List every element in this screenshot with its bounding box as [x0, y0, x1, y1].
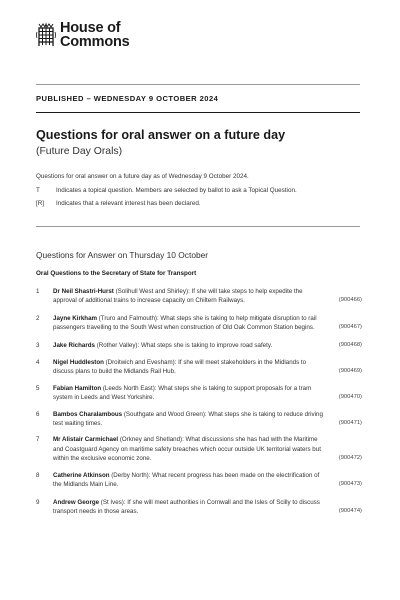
question-body: If she will meet stakeholders in the Midlands to discuss plans to build the Midlands Rail Hub. — [53, 359, 307, 376]
question-text — [53, 287, 323, 306]
question-item — [36, 287, 362, 306]
question-item — [36, 498, 362, 517]
question-reference: (900471) — [338, 420, 362, 427]
question-body: If she will take steps to help expedite the approval of additional trains to increase capacity on Chiltern Railways. — [53, 288, 303, 305]
question-body: What steps she is taking to help mitigate disruption to rail passengers travelling to the South West when construction of Old Oak Common Station begins. — [53, 314, 317, 332]
member-name: Andrew George — [53, 498, 100, 506]
logo-line-1: House of — [60, 20, 121, 36]
member-name: Jayne Kirkham — [53, 314, 98, 322]
logo-line-2: Commons — [60, 33, 130, 50]
question-number: 9 — [36, 498, 40, 506]
questions-list — [36, 287, 362, 516]
member-name: Mr Alistair Carmichael — [53, 436, 119, 444]
question-reference: (900473) — [338, 481, 362, 488]
question-number: 4 — [36, 359, 40, 367]
question-item — [36, 358, 362, 377]
question-reference: (900470) — [338, 394, 362, 401]
question-item — [36, 314, 362, 333]
question-text — [53, 384, 323, 403]
question-reference: (900472) — [338, 455, 362, 462]
question-body: What steps she is taking to improve road safety. — [140, 341, 273, 349]
question-text — [53, 498, 323, 517]
question-reference: (900466) — [338, 297, 362, 304]
question-text — [53, 435, 323, 463]
question-item — [36, 341, 362, 350]
question-text — [53, 341, 323, 350]
member-name: Fabian Hamilton — [53, 384, 102, 392]
question-body: What discussions she has had with the Maritime and Coastguard Agency on maritime safety breaches which occur outside UK territorial waters but within the exclusive economic zone. — [53, 436, 321, 463]
question-body: What recent progress has been made on the electrification of the Midlands Main Line. — [53, 471, 320, 489]
question-number: 3 — [36, 341, 40, 349]
question-item — [36, 471, 362, 490]
question-body: What steps she is taking to support proposals for a tram system in Leeds and West Yorkshire. — [53, 384, 312, 402]
member-name: Bambos Charalambous — [53, 410, 123, 418]
question-item — [36, 435, 362, 463]
legend-text: Indicates a topical question. Members are selected by ballot to ask a Topical Question. — [56, 187, 297, 194]
member-name: Catherine Atkinson — [53, 471, 110, 479]
member-name: Nigel Huddleston — [53, 359, 104, 367]
member-constituency: (Rother Valley): — [94, 341, 141, 349]
legend-relevant-interest — [36, 200, 201, 207]
portcullis-icon — [36, 22, 56, 48]
header-divider — [36, 112, 360, 113]
section-divider — [36, 226, 360, 227]
section-heading: Questions for Answer on Thursday 10 October — [36, 250, 209, 260]
member-constituency: (Solihull West and Shirley): — [113, 288, 192, 295]
house-of-commons-logo — [36, 22, 130, 49]
legend-text: Indicates that a relevant interest has been declared. — [56, 200, 201, 207]
member-name: Dr Neil Shastri-Hurst — [53, 288, 114, 295]
legend-key: [R] — [36, 200, 45, 207]
legend-topical — [36, 187, 297, 194]
question-item — [36, 410, 362, 429]
page-subtitle: (Future Day Orals) — [36, 146, 123, 157]
question-body: If she will meet authorities in Cornwall and the Isles of Scilly to discuss transport needs in those areas. — [53, 498, 320, 515]
question-text — [53, 358, 323, 377]
question-item — [36, 384, 362, 403]
question-reference: (900468) — [338, 341, 362, 348]
question-number: 6 — [36, 410, 40, 418]
top-divider — [36, 84, 360, 85]
question-text — [53, 314, 323, 333]
member-constituency: (Derby North): — [109, 471, 153, 479]
section-subheading: Oral Questions to the Secretary of State for Transport — [36, 270, 197, 277]
question-reference: (900474) — [338, 507, 362, 514]
question-number: 2 — [36, 314, 40, 322]
member-constituency: (Orkney and Shetland): — [118, 436, 186, 444]
question-text — [53, 410, 323, 429]
question-reference: (900467) — [338, 324, 362, 331]
member-name: Jake Richards — [53, 341, 95, 349]
member-constituency: (Southgate and Wood Green): — [122, 410, 209, 418]
page-title: Questions for oral answer on a future day — [36, 128, 286, 142]
intro-text: Questions for oral answer on a future day as of Wednesday 9 October 2024. — [36, 173, 249, 180]
published-date: PUBLISHED – WEDNESDAY 9 OCTOBER 2024 — [36, 94, 219, 103]
logo-wordmark — [60, 22, 130, 49]
legend-key: T — [36, 187, 40, 194]
member-constituency: (St Ives): — [99, 498, 128, 506]
question-number: 5 — [36, 384, 40, 392]
question-number: 8 — [36, 471, 40, 479]
member-constituency: (Droitwich and Evesham): — [103, 359, 179, 367]
question-number: 7 — [36, 436, 40, 444]
member-constituency: (Leeds North East): — [101, 384, 159, 392]
member-constituency: (Truro and Falmouth): — [97, 314, 161, 322]
question-body: What steps she is taking to reduce driving test waiting times. — [53, 410, 323, 428]
question-number: 1 — [36, 288, 40, 295]
question-reference: (900469) — [338, 368, 362, 375]
question-text — [53, 471, 323, 490]
